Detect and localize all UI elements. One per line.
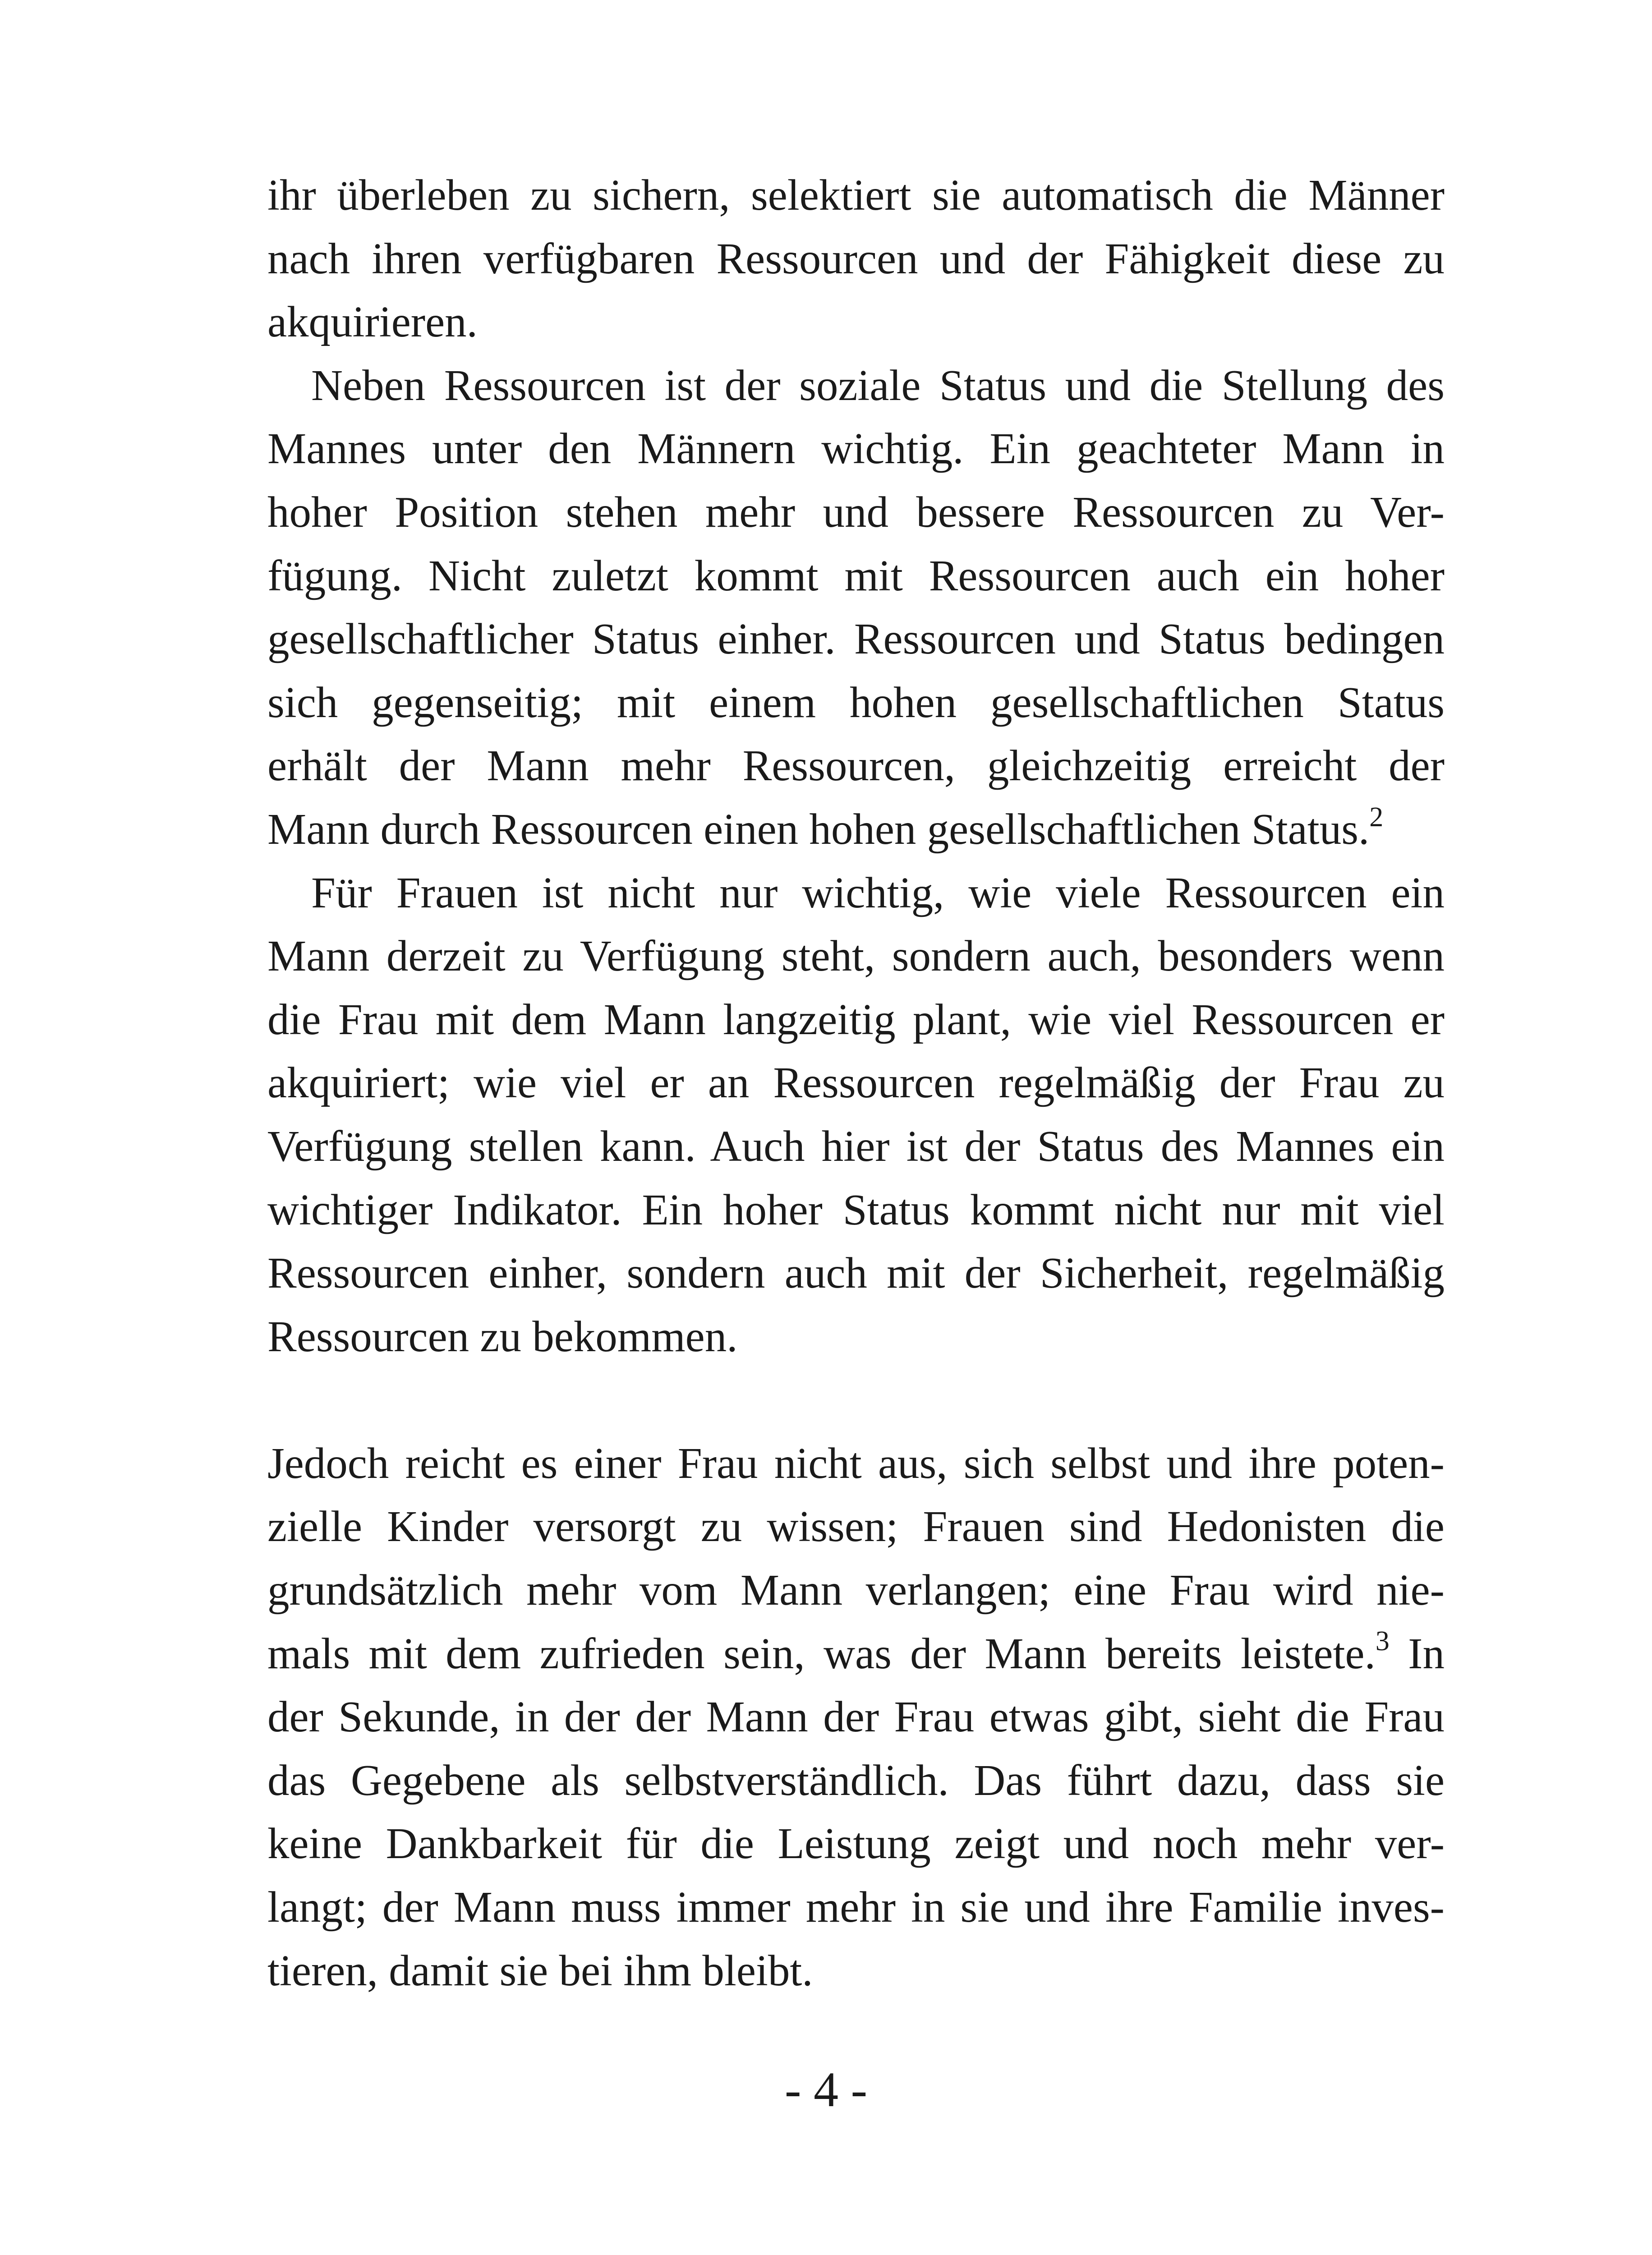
text-line xyxy=(267,1432,1445,1496)
text-line xyxy=(267,1939,1445,2003)
line-text: Ressourcen einher, sondern auch mit der Sicherheit, regelmäßig xyxy=(267,1249,1445,1298)
page-body xyxy=(267,0,1445,2002)
text-line xyxy=(267,1178,1445,1242)
line-text: Für Frauen ist nicht nur wichtig, wie viele Ressourcen ein xyxy=(311,868,1445,917)
blank-line xyxy=(267,1368,1445,1432)
text-line xyxy=(267,164,1445,227)
line-text: Neben Ressourcen ist der soziale Status und die Stellung des xyxy=(311,361,1445,410)
line-text: erhält der Mann mehr Ressourcen, gleichzeitig erreicht der xyxy=(267,741,1445,790)
line-text: Ressourcen zu bekommen. xyxy=(267,1312,738,1361)
page-number: - 4 - xyxy=(784,2062,868,2117)
text-line xyxy=(267,1559,1445,1622)
text-line xyxy=(267,417,1445,481)
paragraph xyxy=(267,354,1445,861)
text-line xyxy=(267,1305,1445,1369)
footnote-reference[interactable]: 2 xyxy=(1369,801,1384,833)
text-line xyxy=(267,988,1445,1052)
line-text: akquirieren. xyxy=(267,298,478,346)
line-text: das Gegebene als selbstverständlich. Das führt dazu, dass sie xyxy=(267,1756,1445,1804)
line-text: grundsätzlich mehr vom Mann verlangen; eine Frau wird nie- xyxy=(267,1566,1445,1615)
text-line xyxy=(267,1749,1445,1813)
footnote-reference[interactable]: 3 xyxy=(1375,1626,1390,1657)
line-text: die Frau mit dem Mann langzeitig plant, wie viel Ressourcen er xyxy=(267,995,1445,1044)
text-line xyxy=(267,607,1445,671)
text-line xyxy=(267,481,1445,544)
text-line xyxy=(267,354,1445,418)
text-line xyxy=(267,1051,1445,1115)
paragraph xyxy=(267,861,1445,1369)
text-line xyxy=(267,1876,1445,1939)
line-text: mals mit dem zufrieden sein, was der Mann bereits leistete. xyxy=(267,1629,1376,1678)
text-line xyxy=(267,798,1445,861)
text-line xyxy=(267,734,1445,798)
line-text: zielle Kinder versorgt zu wissen; Frauen sind Hedonisten die xyxy=(267,1502,1445,1551)
line-text: ihr überleben zu sichern, selektiert sie automatisch die Männer xyxy=(267,171,1445,219)
text-line xyxy=(267,1622,1445,1686)
line-text: wichtiger Indikator. Ein hoher Status kommt nicht nur mit viel xyxy=(267,1185,1445,1234)
text-line xyxy=(267,1685,1445,1749)
text-line xyxy=(267,671,1445,735)
line-text: Mann durch Ressourcen einen hohen gesellschaftlichen Status. xyxy=(267,805,1370,853)
text-line xyxy=(267,544,1445,608)
line-text: akquiriert; wie viel er an Ressourcen regelmäßig der Frau zu xyxy=(267,1058,1445,1107)
line-text: hoher Position stehen mehr und bessere Ressourcen zu Ver- xyxy=(267,488,1445,536)
line-text: der Sekunde, in der der Mann der Frau etwas gibt, sieht die Frau xyxy=(267,1693,1445,1741)
line-text: nach ihren verfügbaren Ressourcen und der Fähigkeit diese zu xyxy=(267,234,1445,283)
line-text: tieren, damit sie bei ihm bleibt. xyxy=(267,1946,813,1995)
text-line xyxy=(267,290,1445,354)
line-text: langt; der Mann muss immer mehr in sie und ihre Familie inves- xyxy=(267,1883,1445,1932)
line-text: sich gegenseitig; mit einem hohen gesellschaftlichen Status xyxy=(267,678,1445,727)
text-line xyxy=(267,925,1445,988)
line-text: Mann derzeit zu Verfügung steht, sondern auch, besonders wenn xyxy=(267,932,1445,980)
paragraph xyxy=(267,1432,1445,2002)
line-text: Mannes unter den Männern wichtig. Ein geachteter Mann in xyxy=(267,424,1445,473)
text-line xyxy=(267,861,1445,925)
line-text: keine Dankbarkeit für die Leistung zeigt und noch mehr ver- xyxy=(267,1819,1445,1868)
line-text: fügung. Nicht zuletzt kommt mit Ressourcen auch ein hoher xyxy=(267,551,1445,600)
text-line xyxy=(267,1242,1445,1305)
text-line xyxy=(267,1812,1445,1876)
line-text: gesellschaftlicher Status einher. Ressourcen und Status bedingen xyxy=(267,615,1445,663)
text-line xyxy=(267,227,1445,291)
line-text: In xyxy=(1389,1629,1445,1678)
line-text: Jedoch reicht es einer Frau nicht aus, sich selbst und ihre poten- xyxy=(267,1439,1445,1487)
text-line xyxy=(267,1495,1445,1559)
line-text: Verfügung stellen kann. Auch hier ist der Status des Mannes ein xyxy=(267,1122,1445,1170)
paragraph xyxy=(267,164,1445,354)
text-line xyxy=(267,1115,1445,1178)
